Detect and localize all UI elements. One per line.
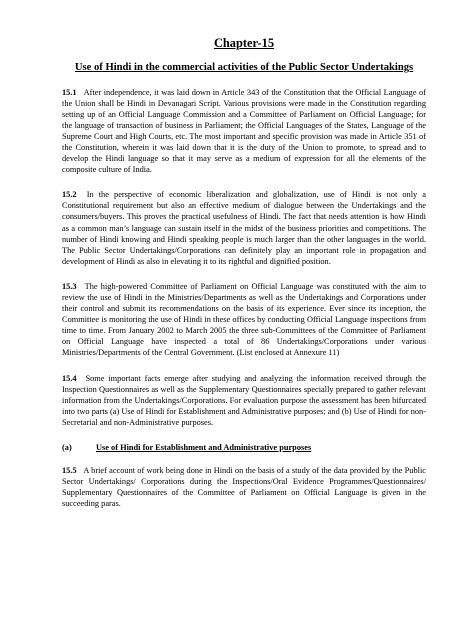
paragraph-text: After independence, it was laid down in Article 343 of the Constitution that the Official Language of the Union shall be Hindi in Devanagari Script. Various provisions were made in the Constitution regarding setting up of an Official Language Commission and a Committee of Parliament on Official Language; for the language of transaction of business in Parliament; the Official Languages of the States, Language of the Supreme Court and High Courts, etc. The most important and specific provision was made in Article 351 of the Constitution, wherein it was laid down that it is the duty of the Union to promote, to spread and to develop the Hindi language so that it may serve as a medium of expression for all the elements of the composite culture of India.: [62, 87, 426, 175]
paragraph-text: The high-powered Committee of Parliament on Official Language was constituted with the aim to review the use of Hindi in the Ministries/Departments as well as the Undertakings and Corporations under their control and submit its recommendations on the basis of its experience. Ever since its inception, the Committee is monitoring the use of Hindi in these offices by conducting Official Language inspections from time to time. From January 2002 to March 2005 the three sub-Committees of the Committee of Parliament on Official Language have inspected a total of 86 Undertakings/Corporations under various Ministries/Departments of the Central Government. (List enclosed at Annexure 11): [62, 281, 426, 358]
section-letter: (a): [62, 443, 72, 453]
paragraph-text: A brief account of work being done in Hindi on the basis of a study of the data provided by the Public Sector Undertakings/ Corporations during the Inspections/Oral Evidence Programmes/Questionnaires/ Supplementary Questionnaires of the Committee of Parliament on Official Language is given in the succeeding paras.: [62, 466, 426, 509]
paragraph-15-4: [62, 373, 426, 428]
paragraph-number: 15.2: [62, 190, 77, 200]
section-label: Use of Hindi for Establishment and Administrative purposes: [96, 443, 312, 453]
paragraph-number: 15.1: [62, 87, 77, 97]
chapter-title: Use of Hindi in the commercial activities of the Public Sector Undertakings: [74, 62, 414, 73]
chapter-heading: Chapter-15: [213, 36, 275, 50]
paragraph-15-3: [62, 281, 426, 359]
paragraph-number: 15.3: [62, 281, 77, 291]
paragraph-text: In the perspective of economic liberalization and globalization, use of Hindi is not only a Constitutional requirement but also an effective medium of dialogue between the Undertakings and the consumers/buyers. This proves the practical usefulness of Hindi. The fact that needs attention is how Hindi as a common man’s language can sustain itself in the midst of the business priorities and competitions. The number of Hindi knowing and Hindi speaking people is much larger than the other languages in the world. The Public Sector Undertakings/Corporations can definitely play an important role in propagation and development of Hindi as also in elevating it to its rightful and dignified position.: [62, 190, 426, 266]
section-heading-a: [62, 442, 426, 453]
paragraph-number: 15.5: [62, 466, 77, 476]
paragraph-15-1: [62, 87, 426, 176]
paragraph-15-2: [62, 189, 426, 267]
paragraph-number: 15.4: [62, 373, 77, 383]
paragraph-15-5: [62, 465, 426, 509]
paragraph-text: Some important facts emerge after studying and analyzing the information received through the Inspection Questionnaires as well as the Supplementary Questionnaires specially prepared to gather relevant information from the Undertakings/Corporations. For evaluation purpose the assessment has been bifurcated into two parts (a) Use of Hindi for Establishment and Administrative purposes; and (b) Use of Hindi for non-Secretarial and non-Administrative purposes.: [62, 373, 426, 427]
